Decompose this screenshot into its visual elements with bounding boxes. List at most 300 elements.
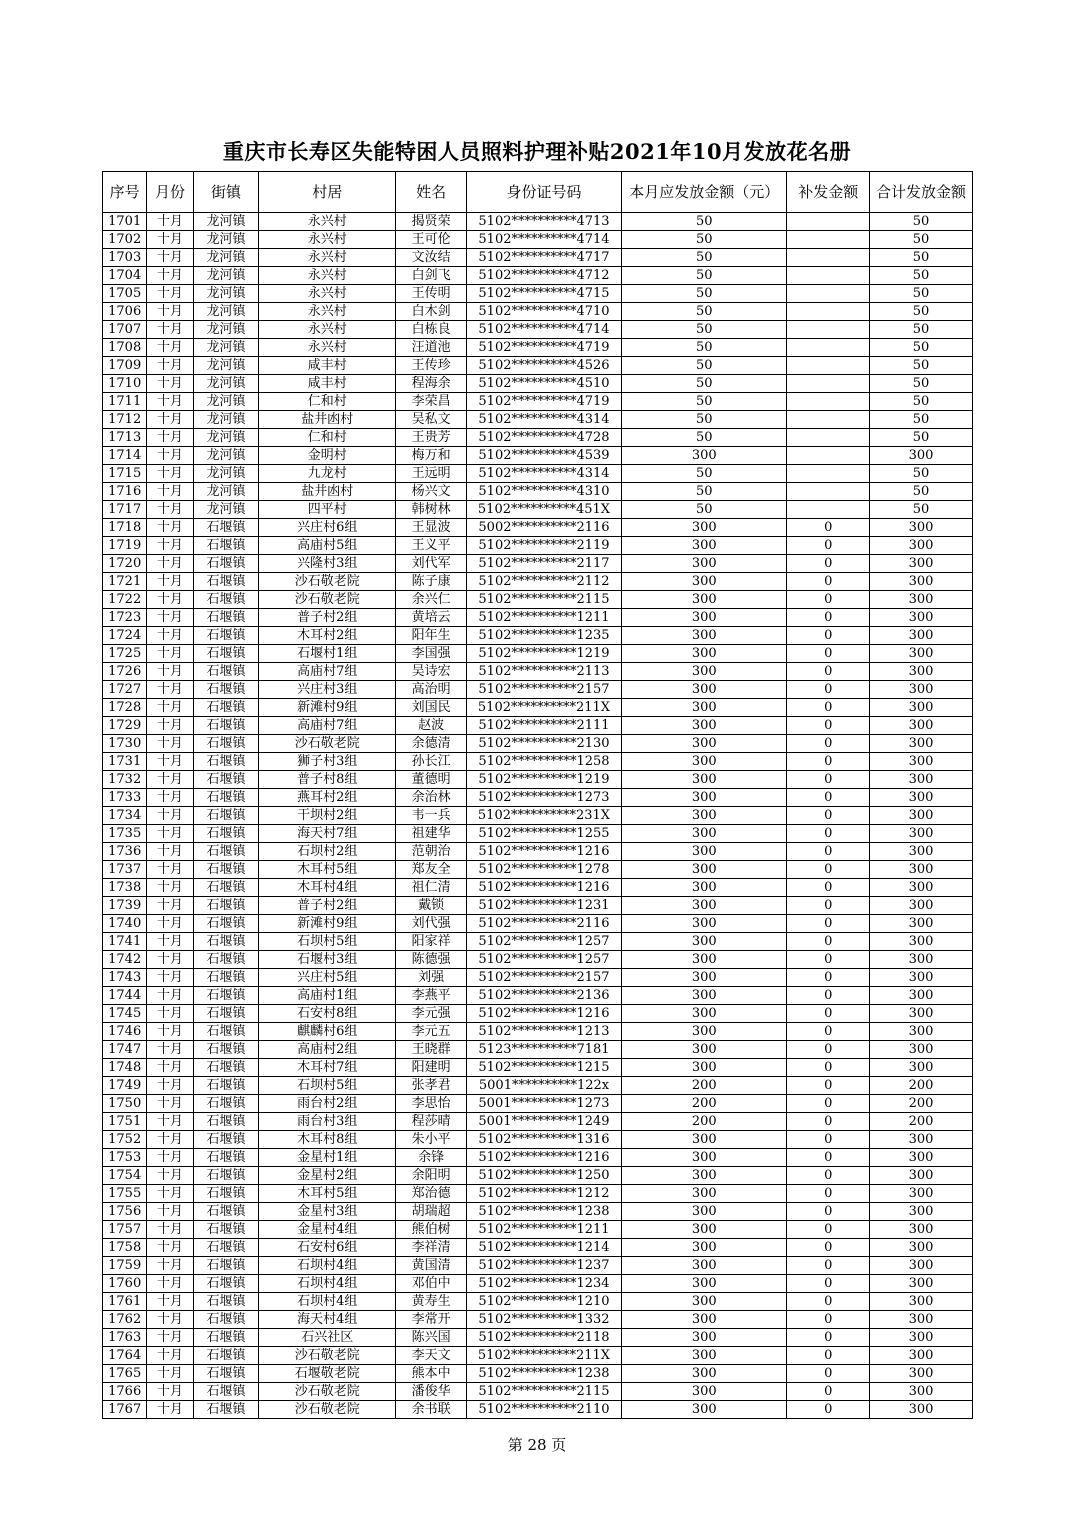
cell-month: 十月 <box>147 1365 193 1383</box>
cell-total-amount: 200 <box>870 1113 973 1131</box>
cell-village: 沙石敬老院 <box>259 573 396 591</box>
table-row <box>103 1347 973 1365</box>
cell-monthly-amount: 50 <box>622 321 787 339</box>
cell-village: 石坝村4组 <box>259 1275 396 1293</box>
cell-month: 十月 <box>147 807 193 825</box>
table-row <box>103 681 973 699</box>
cell-month: 十月 <box>147 573 193 591</box>
cell-monthly-amount: 300 <box>622 1185 787 1203</box>
cell-monthly-amount: 300 <box>622 663 787 681</box>
cell-village: 石坝村4组 <box>259 1293 396 1311</box>
cell-id-number: 5102**********2119 <box>466 537 621 555</box>
cell-total-amount: 300 <box>870 1203 973 1221</box>
cell-total-amount: 300 <box>870 1383 973 1401</box>
table-row <box>103 1203 973 1221</box>
cell-back-pay: 0 <box>787 1311 870 1329</box>
cell-monthly-amount: 300 <box>622 1167 787 1185</box>
cell-month: 十月 <box>147 249 193 267</box>
cell-back-pay: 0 <box>787 1131 870 1149</box>
cell-village: 九龙村 <box>259 465 396 483</box>
cell-village: 永兴村 <box>259 249 396 267</box>
cell-total-amount: 300 <box>870 1149 973 1167</box>
table-row <box>103 267 973 285</box>
table-row <box>103 663 973 681</box>
cell-village: 石坝村5组 <box>259 1077 396 1095</box>
cell-town: 石堰镇 <box>193 555 259 573</box>
cell-id-number: 5102**********1257 <box>466 933 621 951</box>
cell-name: 余德清 <box>396 735 467 753</box>
cell-index: 1735 <box>103 825 147 843</box>
cell-monthly-amount: 50 <box>622 375 787 393</box>
cell-back-pay: 0 <box>787 879 870 897</box>
cell-back-pay: 0 <box>787 1095 870 1113</box>
cell-town: 石堰镇 <box>193 1077 259 1095</box>
cell-town: 石堰镇 <box>193 1329 259 1347</box>
cell-village: 咸丰村 <box>259 375 396 393</box>
cell-town: 石堰镇 <box>193 771 259 789</box>
cell-total-amount: 50 <box>870 375 973 393</box>
cell-village: 永兴村 <box>259 303 396 321</box>
cell-index: 1761 <box>103 1293 147 1311</box>
cell-village: 新滩村9组 <box>259 915 396 933</box>
cell-total-amount: 300 <box>870 1185 973 1203</box>
cell-id-number: 5102**********1213 <box>466 1023 621 1041</box>
cell-monthly-amount: 50 <box>622 285 787 303</box>
cell-back-pay <box>787 393 870 411</box>
cell-id-number: 5102**********2157 <box>466 681 621 699</box>
cell-id-number: 5102**********2130 <box>466 735 621 753</box>
cell-id-number: 5102**********2118 <box>466 1329 621 1347</box>
cell-name: 程莎晴 <box>396 1113 467 1131</box>
cell-month: 十月 <box>147 285 193 303</box>
cell-back-pay: 0 <box>787 1041 870 1059</box>
cell-name: 王贵芳 <box>396 429 467 447</box>
cell-name: 余阳明 <box>396 1167 467 1185</box>
cell-total-amount: 300 <box>870 1293 973 1311</box>
cell-back-pay: 0 <box>787 1185 870 1203</box>
cell-id-number: 5102**********4719 <box>466 339 621 357</box>
table-row <box>103 627 973 645</box>
cell-name: 赵波 <box>396 717 467 735</box>
cell-name: 张孝君 <box>396 1077 467 1095</box>
cell-month: 十月 <box>147 1239 193 1257</box>
cell-back-pay <box>787 339 870 357</box>
table-row <box>103 1095 973 1113</box>
cell-month: 十月 <box>147 519 193 537</box>
cell-village: 沙石敬老院 <box>259 591 396 609</box>
table-row <box>103 771 973 789</box>
cell-month: 十月 <box>147 969 193 987</box>
cell-monthly-amount: 300 <box>622 879 787 897</box>
table-row <box>103 969 973 987</box>
cell-name: 程海余 <box>396 375 467 393</box>
table-row <box>103 1131 973 1149</box>
cell-month: 十月 <box>147 1293 193 1311</box>
cell-month: 十月 <box>147 897 193 915</box>
cell-name: 韦一兵 <box>396 807 467 825</box>
cell-id-number: 5102**********1210 <box>466 1293 621 1311</box>
cell-monthly-amount: 300 <box>622 1059 787 1077</box>
cell-village: 沙石敬老院 <box>259 1401 396 1419</box>
cell-village: 石安村6组 <box>259 1239 396 1257</box>
cell-id-number: 5102**********211X <box>466 1347 621 1365</box>
cell-town: 石堰镇 <box>193 753 259 771</box>
cell-village: 新滩村9组 <box>259 699 396 717</box>
cell-month: 十月 <box>147 393 193 411</box>
cell-monthly-amount: 300 <box>622 987 787 1005</box>
cell-total-amount: 300 <box>870 699 973 717</box>
cell-town: 龙河镇 <box>193 483 259 501</box>
cell-month: 十月 <box>147 825 193 843</box>
cell-id-number: 5102**********1238 <box>466 1203 621 1221</box>
cell-back-pay: 0 <box>787 1221 870 1239</box>
cell-id-number: 5102**********4526 <box>466 357 621 375</box>
cell-back-pay <box>787 411 870 429</box>
cell-index: 1755 <box>103 1185 147 1203</box>
cell-id-number: 5102**********2117 <box>466 555 621 573</box>
cell-monthly-amount: 300 <box>622 825 787 843</box>
cell-name: 余治林 <box>396 789 467 807</box>
cell-index: 1716 <box>103 483 147 501</box>
cell-monthly-amount: 300 <box>622 1041 787 1059</box>
cell-month: 十月 <box>147 1149 193 1167</box>
table-row <box>103 1275 973 1293</box>
table-row <box>103 357 973 375</box>
cell-name: 刘代强 <box>396 915 467 933</box>
cell-month: 十月 <box>147 1095 193 1113</box>
cell-name: 李常开 <box>396 1311 467 1329</box>
cell-id-number: 5102**********1238 <box>466 1365 621 1383</box>
cell-village: 干坝村2组 <box>259 807 396 825</box>
cell-total-amount: 200 <box>870 1077 973 1095</box>
cell-id-number: 5102**********1216 <box>466 1005 621 1023</box>
cell-id-number: 5102**********1316 <box>466 1131 621 1149</box>
cell-id-number: 5102**********4713 <box>466 213 621 231</box>
cell-back-pay: 0 <box>787 1005 870 1023</box>
cell-month: 十月 <box>147 591 193 609</box>
cell-total-amount: 50 <box>870 267 973 285</box>
cell-month: 十月 <box>147 933 193 951</box>
cell-back-pay <box>787 375 870 393</box>
cell-index: 1743 <box>103 969 147 987</box>
cell-town: 石堰镇 <box>193 1113 259 1131</box>
cell-town: 石堰镇 <box>193 1221 259 1239</box>
cell-id-number: 5102**********2136 <box>466 987 621 1005</box>
cell-village: 木耳村8组 <box>259 1131 396 1149</box>
cell-monthly-amount: 300 <box>622 753 787 771</box>
cell-town: 龙河镇 <box>193 303 259 321</box>
cell-total-amount: 50 <box>870 483 973 501</box>
cell-total-amount: 300 <box>870 735 973 753</box>
cell-name: 刘强 <box>396 969 467 987</box>
cell-name: 陈德强 <box>396 951 467 969</box>
cell-monthly-amount: 300 <box>622 1365 787 1383</box>
cell-monthly-amount: 300 <box>622 951 787 969</box>
cell-index: 1754 <box>103 1167 147 1185</box>
cell-town: 石堰镇 <box>193 1275 259 1293</box>
cell-town: 石堰镇 <box>193 861 259 879</box>
table-row <box>103 1239 973 1257</box>
cell-total-amount: 300 <box>870 1221 973 1239</box>
cell-name: 王显波 <box>396 519 467 537</box>
cell-monthly-amount: 50 <box>622 465 787 483</box>
cell-total-amount: 300 <box>870 1257 973 1275</box>
cell-month: 十月 <box>147 321 193 339</box>
cell-index: 1711 <box>103 393 147 411</box>
cell-monthly-amount: 300 <box>622 1347 787 1365</box>
cell-back-pay: 0 <box>787 1383 870 1401</box>
cell-total-amount: 300 <box>870 771 973 789</box>
cell-village: 木耳村5组 <box>259 1185 396 1203</box>
cell-village: 兴庄村3组 <box>259 681 396 699</box>
cell-total-amount: 50 <box>870 321 973 339</box>
cell-town: 石堰镇 <box>193 1347 259 1365</box>
cell-town: 龙河镇 <box>193 249 259 267</box>
table-row <box>103 1221 973 1239</box>
cell-town: 石堰镇 <box>193 627 259 645</box>
cell-back-pay: 0 <box>787 1113 870 1131</box>
cell-month: 十月 <box>147 555 193 573</box>
cell-back-pay: 0 <box>787 807 870 825</box>
cell-back-pay: 0 <box>787 969 870 987</box>
cell-month: 十月 <box>147 1077 193 1095</box>
cell-town: 石堰镇 <box>193 663 259 681</box>
table-row <box>103 501 973 519</box>
header-index: 序号 <box>103 172 147 213</box>
roster-table <box>102 171 973 1419</box>
cell-town: 石堰镇 <box>193 1203 259 1221</box>
cell-back-pay <box>787 483 870 501</box>
table-row <box>103 825 973 843</box>
page-title: 重庆市长寿区失能特困人员照料护理补贴2021年10月发放花名册 <box>222 139 852 164</box>
cell-name: 郑治德 <box>396 1185 467 1203</box>
cell-month: 十月 <box>147 303 193 321</box>
cell-monthly-amount: 50 <box>622 393 787 411</box>
cell-name: 阳家祥 <box>396 933 467 951</box>
cell-town: 石堰镇 <box>193 519 259 537</box>
cell-month: 十月 <box>147 609 193 627</box>
cell-index: 1762 <box>103 1311 147 1329</box>
cell-name: 李天文 <box>396 1347 467 1365</box>
table-row <box>103 1149 973 1167</box>
cell-village: 普子村2组 <box>259 897 396 915</box>
cell-village: 沙石敬老院 <box>259 1347 396 1365</box>
cell-id-number: 5102**********1231 <box>466 897 621 915</box>
cell-name: 范朝治 <box>396 843 467 861</box>
cell-village: 雨台村3组 <box>259 1113 396 1131</box>
cell-id-number: 5123**********7181 <box>466 1041 621 1059</box>
table-row <box>103 897 973 915</box>
cell-month: 十月 <box>147 1041 193 1059</box>
cell-back-pay <box>787 501 870 519</box>
cell-id-number: 5102**********2113 <box>466 663 621 681</box>
cell-name: 陈子康 <box>396 573 467 591</box>
cell-total-amount: 50 <box>870 231 973 249</box>
cell-monthly-amount: 300 <box>622 807 787 825</box>
cell-id-number: 5002**********2116 <box>466 519 621 537</box>
cell-name: 吴诗宏 <box>396 663 467 681</box>
cell-month: 十月 <box>147 483 193 501</box>
cell-month: 十月 <box>147 1167 193 1185</box>
cell-back-pay: 0 <box>787 1401 870 1419</box>
cell-index: 1718 <box>103 519 147 537</box>
cell-index: 1745 <box>103 1005 147 1023</box>
cell-town: 石堰镇 <box>193 879 259 897</box>
cell-index: 1734 <box>103 807 147 825</box>
cell-id-number: 5102**********4728 <box>466 429 621 447</box>
cell-name: 董德明 <box>396 771 467 789</box>
cell-month: 十月 <box>147 735 193 753</box>
cell-id-number: 5102**********1250 <box>466 1167 621 1185</box>
cell-monthly-amount: 300 <box>622 591 787 609</box>
cell-village: 狮子村3组 <box>259 753 396 771</box>
cell-village: 石坝村4组 <box>259 1257 396 1275</box>
cell-town: 龙河镇 <box>193 375 259 393</box>
cell-id-number: 5102**********1235 <box>466 627 621 645</box>
cell-back-pay: 0 <box>787 987 870 1005</box>
cell-month: 十月 <box>147 1131 193 1149</box>
cell-index: 1750 <box>103 1095 147 1113</box>
cell-monthly-amount: 300 <box>622 717 787 735</box>
cell-id-number: 5102**********4314 <box>466 411 621 429</box>
cell-total-amount: 300 <box>870 1365 973 1383</box>
cell-monthly-amount: 300 <box>622 1239 787 1257</box>
cell-total-amount: 300 <box>870 645 973 663</box>
cell-id-number: 5102**********1211 <box>466 609 621 627</box>
cell-village: 仁和村 <box>259 429 396 447</box>
cell-back-pay: 0 <box>787 717 870 735</box>
cell-back-pay: 0 <box>787 1023 870 1041</box>
cell-town: 石堰镇 <box>193 1293 259 1311</box>
cell-back-pay <box>787 357 870 375</box>
cell-name: 王义平 <box>396 537 467 555</box>
cell-monthly-amount: 50 <box>622 429 787 447</box>
cell-index: 1746 <box>103 1023 147 1041</box>
cell-name: 余兴仁 <box>396 591 467 609</box>
cell-monthly-amount: 300 <box>622 1257 787 1275</box>
cell-month: 十月 <box>147 1203 193 1221</box>
cell-back-pay: 0 <box>787 1257 870 1275</box>
cell-name: 阳年生 <box>396 627 467 645</box>
cell-village: 兴隆村3组 <box>259 555 396 573</box>
cell-back-pay: 0 <box>787 897 870 915</box>
cell-name: 黄寿生 <box>396 1293 467 1311</box>
cell-back-pay: 0 <box>787 1167 870 1185</box>
cell-id-number: 5102**********1234 <box>466 1275 621 1293</box>
cell-index: 1739 <box>103 897 147 915</box>
cell-monthly-amount: 300 <box>622 897 787 915</box>
cell-back-pay: 0 <box>787 681 870 699</box>
cell-village: 石坝村2组 <box>259 843 396 861</box>
cell-town: 龙河镇 <box>193 393 259 411</box>
cell-id-number: 5102**********4710 <box>466 303 621 321</box>
table-row <box>103 393 973 411</box>
cell-village: 木耳村2组 <box>259 627 396 645</box>
cell-total-amount: 50 <box>870 303 973 321</box>
cell-village: 咸丰村 <box>259 357 396 375</box>
table-row <box>103 735 973 753</box>
cell-month: 十月 <box>147 645 193 663</box>
cell-back-pay <box>787 429 870 447</box>
cell-total-amount: 300 <box>870 573 973 591</box>
cell-town: 龙河镇 <box>193 339 259 357</box>
cell-back-pay: 0 <box>787 1347 870 1365</box>
cell-total-amount: 300 <box>870 753 973 771</box>
cell-village: 普子村2组 <box>259 609 396 627</box>
cell-monthly-amount: 300 <box>622 843 787 861</box>
cell-index: 1766 <box>103 1383 147 1401</box>
cell-name: 白剑飞 <box>396 267 467 285</box>
cell-month: 十月 <box>147 1185 193 1203</box>
cell-monthly-amount: 300 <box>622 1203 787 1221</box>
table-row <box>103 1293 973 1311</box>
cell-town: 石堰镇 <box>193 1059 259 1077</box>
cell-town: 石堰镇 <box>193 915 259 933</box>
cell-village: 永兴村 <box>259 267 396 285</box>
cell-back-pay: 0 <box>787 663 870 681</box>
header-monthly-amount: 本月应发放金额（元） <box>622 172 787 213</box>
cell-name: 祖仁清 <box>396 879 467 897</box>
cell-name: 陈兴国 <box>396 1329 467 1347</box>
cell-id-number: 5102**********2111 <box>466 717 621 735</box>
cell-index: 1764 <box>103 1347 147 1365</box>
cell-monthly-amount: 300 <box>622 681 787 699</box>
page-number: 第 28 页 <box>507 1436 567 1454</box>
cell-index: 1752 <box>103 1131 147 1149</box>
cell-index: 1759 <box>103 1257 147 1275</box>
cell-village: 高庙村7组 <box>259 717 396 735</box>
cell-month: 十月 <box>147 915 193 933</box>
cell-total-amount: 50 <box>870 357 973 375</box>
cell-town: 龙河镇 <box>193 465 259 483</box>
header-month: 月份 <box>147 172 193 213</box>
cell-town: 石堰镇 <box>193 789 259 807</box>
cell-back-pay <box>787 285 870 303</box>
cell-id-number: 5102**********4715 <box>466 285 621 303</box>
cell-month: 十月 <box>147 771 193 789</box>
cell-month: 十月 <box>147 1329 193 1347</box>
table-row <box>103 339 973 357</box>
cell-index: 1728 <box>103 699 147 717</box>
cell-village: 仁和村 <box>259 393 396 411</box>
cell-name: 熊本中 <box>396 1365 467 1383</box>
cell-total-amount: 300 <box>870 987 973 1005</box>
cell-town: 石堰镇 <box>193 681 259 699</box>
cell-village: 永兴村 <box>259 213 396 231</box>
cell-village: 金星村1组 <box>259 1149 396 1167</box>
cell-total-amount: 300 <box>870 969 973 987</box>
cell-total-amount: 50 <box>870 213 973 231</box>
cell-total-amount: 300 <box>870 1239 973 1257</box>
cell-name: 李荣昌 <box>396 393 467 411</box>
header-name: 姓名 <box>396 172 467 213</box>
cell-back-pay: 0 <box>787 519 870 537</box>
cell-index: 1727 <box>103 681 147 699</box>
cell-village: 兴庄村5组 <box>259 969 396 987</box>
cell-monthly-amount: 300 <box>622 627 787 645</box>
cell-id-number: 5102**********1257 <box>466 951 621 969</box>
cell-name: 潘俊华 <box>396 1383 467 1401</box>
cell-back-pay: 0 <box>787 1203 870 1221</box>
cell-id-number: 5102**********1278 <box>466 861 621 879</box>
cell-month: 十月 <box>147 987 193 1005</box>
cell-index: 1744 <box>103 987 147 1005</box>
cell-index: 1747 <box>103 1041 147 1059</box>
cell-monthly-amount: 300 <box>622 1221 787 1239</box>
cell-name: 王传珍 <box>396 357 467 375</box>
cell-index: 1751 <box>103 1113 147 1131</box>
cell-id-number: 5102**********4717 <box>466 249 621 267</box>
